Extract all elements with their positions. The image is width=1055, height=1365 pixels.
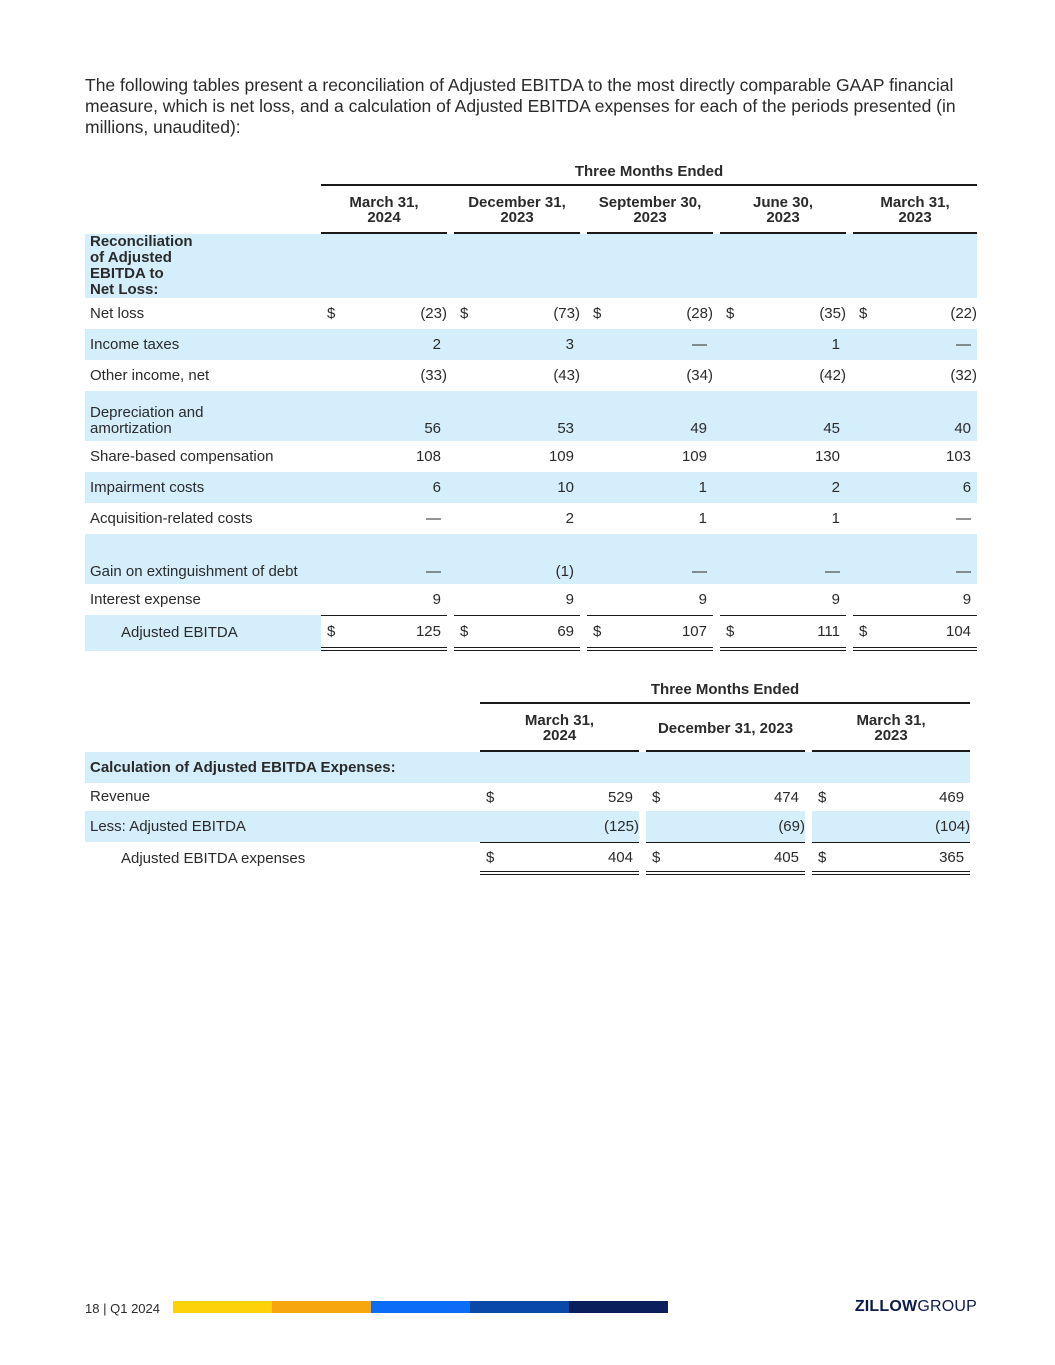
color-bar-segment	[569, 1301, 668, 1313]
column-header: June 30, 2023	[720, 188, 846, 234]
table-row: Gain on extinguishment of debt — (1) — — —	[85, 534, 977, 584]
footer-separator: |	[103, 1301, 107, 1316]
super-header: Three Months Ended	[321, 158, 977, 186]
page-number: 18	[85, 1301, 100, 1316]
column-header: December 31, 2023	[454, 188, 580, 234]
total-row: Adjusted EBITDA $ 125 $ 69 $ 107 $ 111 $ 104	[85, 615, 977, 651]
adjusted-ebitda-reconciliation-table	[85, 158, 977, 651]
color-bar-segment	[470, 1301, 569, 1313]
section-label: Reconciliation of Adjusted EBITDA to Net Loss:	[85, 234, 977, 298]
zillow-group-logo: ZILLOWGROUP	[854, 1298, 977, 1315]
column-header: March 31, 2024	[321, 188, 447, 234]
table-row: Income taxes 2 3 — 1 —	[85, 329, 977, 360]
color-bar	[173, 1301, 668, 1313]
super-header: Three Months Ended	[480, 676, 970, 704]
column-header: December 31, 2023	[646, 706, 805, 752]
intro-paragraph: The following tables present a reconciliation of Adjusted EBITDA to the most directly comparable GAAP financial measure, which is net loss, and a calculation of Adjusted EBITDA expenses for each of the periods presented (in millions, unaudited):	[85, 75, 956, 137]
section-row	[85, 752, 970, 783]
color-bar-segment	[371, 1301, 470, 1313]
table-row: Revenue $ 529 $ 474 $ 469	[90, 788, 965, 806]
table-row: Other income, net (33) (43) (34) (42) (32)	[90, 366, 978, 384]
table-row: Acquisition-related costs — 2 1 1 —	[90, 509, 972, 527]
page-footer	[85, 1301, 160, 1316]
column-header: September 30, 2023	[587, 188, 713, 234]
table-row: Net loss $ (23) $ (73) $ (28) $ (35) $ (22)	[90, 304, 978, 322]
column-header: March 31, 2023	[812, 706, 970, 752]
section-row	[85, 234, 977, 298]
table-row: Less: Adjusted EBITDA (125) (69) (104)	[85, 811, 970, 842]
column-header: March 31, 2024	[480, 706, 639, 752]
color-bar-segment	[272, 1301, 371, 1313]
total-row: Adjusted EBITDA expenses $ 404 $ 405 $ 365	[85, 842, 970, 875]
column-header: March 31, 2023	[853, 188, 977, 234]
color-bar-segment	[173, 1301, 272, 1313]
table-row: Interest expense 9 9 9 9 9	[90, 590, 972, 608]
adjusted-ebitda-expenses-table	[85, 676, 970, 875]
table-row: Depreciation and amortization 56 53 49 45 40	[85, 391, 977, 441]
footer-period: Q1 2024	[110, 1301, 160, 1316]
table-row: Share-based compensation 108 109 109 130 103	[90, 447, 972, 465]
section-label: Calculation of Adjusted EBITDA Expenses:	[85, 752, 970, 783]
table-row: Impairment costs 6 10 1 2 6	[85, 472, 977, 503]
